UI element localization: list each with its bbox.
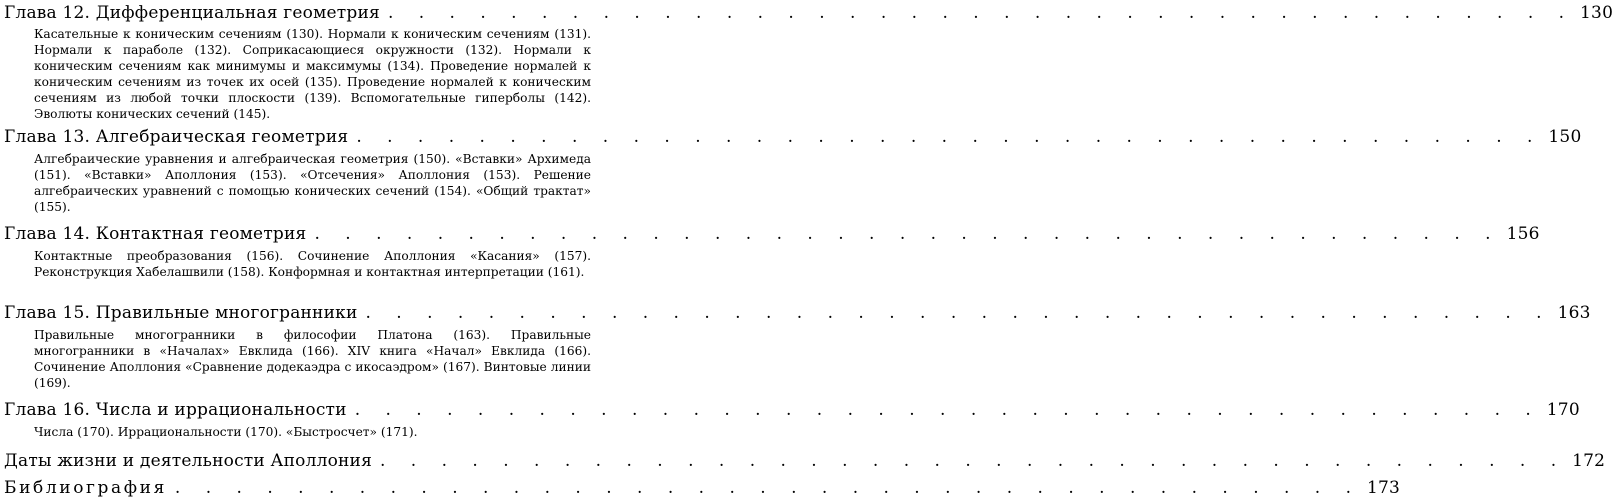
toc-entry-dates (0, 449, 1606, 473)
page-number: 163 (1557, 303, 1591, 323)
chapter-description: Контактные преобразования (156). Сочинение Аполлония «Касания» (157). Реконструкция Хабелашвили (158). Конформная и контактная интерпретации (161). (34, 249, 591, 279)
chapter-label: Глава 12. (4, 3, 91, 23)
chapter-heading (0, 398, 1580, 422)
dot-leader: . . . . . . . . . . . . . . . . . . . . . . . . . . . . . . . . . . . . . . . (365, 303, 1552, 323)
chapter-description: Алгебраические уравнения и алгебраическая геометрия (150). «Вставки» Архимеда (151). «Вставки» Аполлония (153). «Отсечения» Аполлония (153). Решение алгебраических уравнений с помощью конических сечений (154). «Общий трактат» (155). (34, 152, 591, 214)
chapter-heading (0, 1, 1614, 25)
chapter-heading-text (0, 222, 306, 246)
appendix-heading (0, 476, 1401, 500)
chapter-heading-text (0, 301, 357, 325)
chapter-title: Числа и иррациональности (95, 400, 347, 420)
chapter-title: Контактная геометрия (95, 224, 307, 244)
appendix-title: Даты жизни и деятельности Аполлония (4, 451, 372, 471)
page-number: 170 (1546, 400, 1580, 420)
chapter-label: Глава 14. (4, 224, 91, 244)
toc-entry-chapter-12 (0, 1, 1614, 121)
page-number: 156 (1506, 224, 1540, 244)
chapter-heading (0, 301, 1591, 325)
chapter-title: Алгебраическая геометрия (95, 127, 349, 147)
chapter-title: Дифференциальная геометрия (95, 3, 380, 23)
chapter-heading-text (0, 1, 380, 25)
dot-leader: . . . . . . . . . . . . . . . . . . . . . . . . . . . . . . . . . . . . . . . (174, 478, 1362, 498)
chapter-heading (0, 125, 1582, 149)
chapter-heading-text (0, 125, 348, 149)
appendix-title: Библиография (4, 478, 167, 498)
chapter-heading (0, 222, 1540, 246)
page-number: 150 (1548, 127, 1582, 147)
dot-leader: . . . . . . . . . . . . . . . . . . . . . . . . . . . . . . . . . . . . . . . (356, 127, 1543, 147)
page-number: 172 (1572, 451, 1606, 471)
chapter-heading-text (0, 398, 347, 422)
page-number: 173 (1367, 478, 1401, 498)
toc-entry-bibliography (0, 476, 1401, 500)
chapter-description: Числа (170). Иррациональности (170). «Быстросчет» (171). (34, 425, 418, 439)
dot-leader: . . . . . . . . . . . . . . . . . . . . . . . . . . . . . . . . . . . . . . . (354, 400, 1541, 420)
toc-entry-chapter-13 (0, 125, 1582, 214)
dot-leader: . . . . . . . . . . . . . . . . . . . . . . . . . . . . . . . . . . . . . . . (387, 3, 1575, 23)
dot-leader: . . . . . . . . . . . . . . . . . . . . . . . . . . . . . . . . . . . . . . . (314, 224, 1501, 244)
toc-entry-chapter-14 (0, 222, 1540, 279)
chapter-title: Правильные многогранники (95, 303, 358, 323)
dot-leader: . . . . . . . . . . . . . . . . . . . . . . . . . . . . . . . . . . . . . . . (380, 451, 1567, 471)
page-number: 130 (1580, 3, 1614, 23)
chapter-label: Глава 15. (4, 303, 91, 323)
chapter-description: Правильные многогранники в философии Платона (163). Правильные многогранники в «Началах» Евклида (166). XIV книга «Начал» Евклида (166). Сочинение Аполлония «Сравнение додекаэдра с икосаэдром» (167). Винтовые линии (169). (34, 328, 591, 390)
chapter-description: Касательные к коническим сечениям (130). Нормали к коническим сечениям (131). Нормали к параболе (132). Соприкасающиеся окружности (132). Нормали к коническим сечениям как минимумы и максимумы (134). Проведение нормалей к коническим сечениям из точек их осей (135). Проведение нормалей к коническим сечениям из любой точки плоскости (139). Вспомогательные гиперболы (142). Эволюты конических сечений (145). (34, 27, 591, 121)
chapter-label: Глава 16. (4, 400, 91, 420)
toc-entry-chapter-16 (0, 398, 1580, 439)
toc-entry-chapter-15 (0, 301, 1591, 390)
appendix-heading (0, 449, 1606, 473)
chapter-label: Глава 13. (4, 127, 91, 147)
